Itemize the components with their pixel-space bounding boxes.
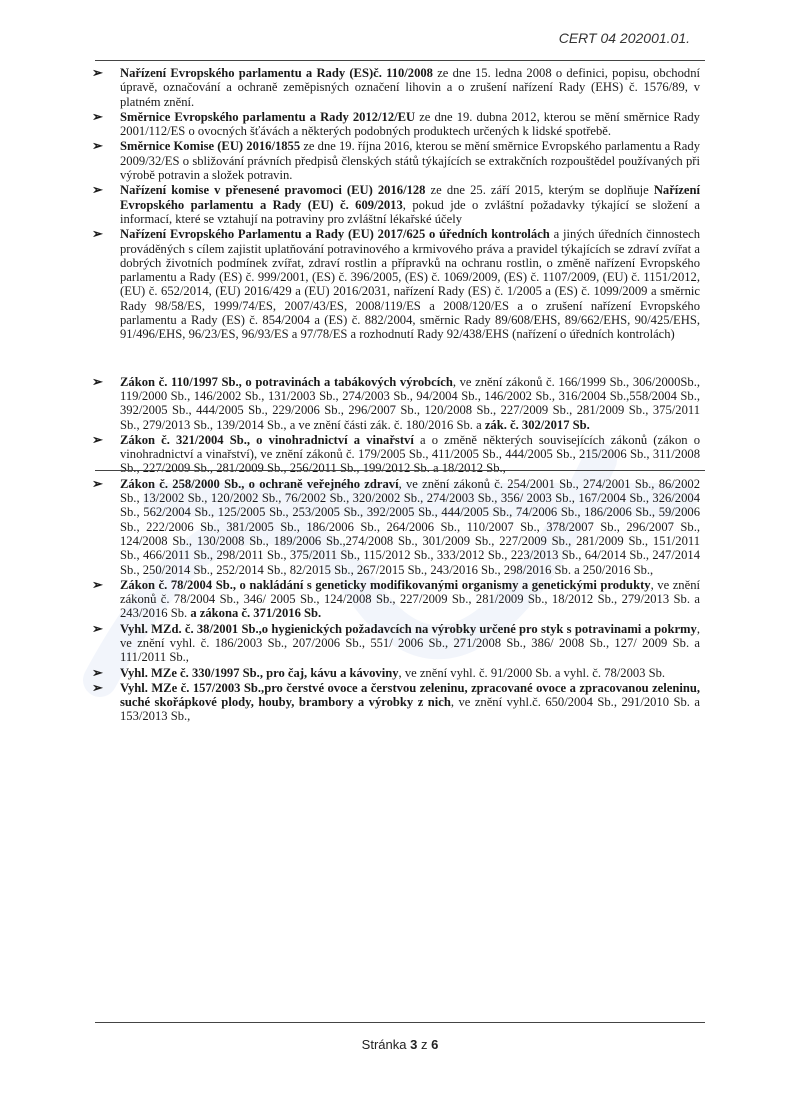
arrow-bullet-icon: ➢	[92, 108, 103, 124]
arrow-bullet-icon: ➢	[92, 182, 103, 198]
page-separator: z	[420, 1037, 428, 1052]
document-body	[90, 66, 700, 725]
top-rule	[95, 60, 705, 61]
arrow-bullet-icon: ➢	[92, 431, 103, 447]
arrow-bullet-icon: ➢	[92, 620, 103, 636]
legislation-item	[90, 622, 700, 665]
legislation-item	[90, 666, 700, 680]
item-title: Směrnice Evropského parlamentu a Rady 2012/12/EU	[120, 109, 416, 124]
arrow-bullet-icon: ➢	[92, 475, 103, 491]
item-text: , ve znění vyhl.č. 650/2004 Sb., 291/2010 Sb. a 153/2013 Sb.,	[120, 695, 700, 724]
page-total: 6	[431, 1037, 439, 1052]
section-gap	[90, 343, 700, 375]
item-title: Vyhl. MZd. č. 38/2001 Sb.,o hygienických požadavcích na výrobky určené pro styk s potravinami a pokrmy	[120, 621, 697, 636]
arrow-bullet-icon: ➢	[92, 679, 103, 695]
arrow-bullet-icon: ➢	[92, 664, 103, 680]
arrow-bullet-icon: ➢	[92, 576, 103, 592]
item-title: Nařízení Evropského parlamentu a Rady (EU) č. 609/2013	[120, 183, 700, 212]
item-title: a zákona č. 371/2016 Sb.	[190, 606, 322, 621]
arrow-bullet-icon: ➢	[92, 138, 103, 154]
item-text: , ve znění vyhl. č. 91/2000 Sb. a vyhl. č. 78/2003 Sb.	[398, 665, 666, 680]
section-divider	[95, 470, 705, 471]
item-title: Vyhl. MZe č. 157/2003 Sb.,pro čerstvé ovoce a čerstvou zeleninu, zpracované ovoce a zpracovanou zeleninu, suché skořápkové plody, houby, brambory a výrobky z nich	[120, 680, 700, 710]
legislation-item	[90, 227, 700, 341]
bottom-rule	[95, 1022, 705, 1023]
eu-regulations-list	[90, 66, 700, 342]
arrow-bullet-icon: ➢	[92, 65, 103, 80]
legislation-item	[90, 66, 700, 109]
legislation-item	[90, 375, 700, 432]
item-title: Zákon č. 258/2000 Sb., o ochraně veřejného zdraví	[120, 476, 399, 491]
legislation-item	[90, 110, 700, 139]
item-title: Zákon č. 321/2004 Sb., o vinohradnictví a vinařství	[120, 432, 414, 447]
item-title: Vyhl. MZe č. 330/1997 Sb., pro čaj, kávu a kávoviny	[120, 665, 399, 680]
item-text: , pokud jde o zvláštní požadavky týkající se složení a informací, které se vztahují na potraviny pro zvláštní lékařské účely	[120, 197, 700, 226]
arrow-bullet-icon: ➢	[92, 226, 103, 242]
legislation-item	[90, 477, 700, 577]
item-title: Zákon č. 110/1997 Sb., o potravinách a tabákových výrobcích	[120, 374, 453, 389]
item-text: ze dne 25. září 2015, kterým se doplňuje	[425, 183, 654, 198]
item-title: Zákon č. 78/2004 Sb., o nakládání s geneticky modifikovanými organismy a genetickými produkty	[120, 577, 651, 592]
page-label: Stránka	[361, 1037, 407, 1052]
item-title: Nařízení Evropského Parlamentu a Rady (EU) 2017/625 o úředních kontrolách	[120, 227, 550, 242]
item-text: , ve znění zákonů č. 254/2001 Sb., 274/2001 Sb., 86/2002 Sb., 13/2002 Sb., 120/2002 Sb., 76/2002 Sb., 320/2002 Sb., 274/2003 Sb., 356/ 2003 Sb., 167/2004 Sb., 326/2004 Sb., 562/2004 Sb., 125/2005 Sb., 253/2005 Sb., 392/2005 Sb., 444/2005 Sb., 74/2006 Sb., 186/2006 Sb., 59/2006 Sb., 222/2006 Sb., 381/2005 Sb., 186/2006 Sb., 264/2006 Sb., 110/2007 Sb., 378/2007 Sb., 296/2007 Sb., 124/2008 Sb., 130/2008 Sb., 189/2006 Sb.,274/2008 Sb., 301/2009 Sb., 227/2009 Sb., 281/2009 Sb., 151/2011 Sb., 466/2011 Sb., 298/2011 Sb., 375/2011 Sb., 115/2012 Sb., 333/2012 Sb., 223/2013 Sb., 64/2014 Sb., 247/2014 Sb., 250/2014 Sb., 252/2014 Sb., 82/2015 Sb., 267/2015 Sb., 243/2016 Sb., 298/2016 Sb. a 250/2016 Sb.,	[120, 476, 700, 577]
item-text: , ve znění zákonů č. 166/1999 Sb., 306/2000Sb., 119/2000 Sb., 146/2002 Sb., 131/2003 Sb., 274/2003 Sb., 94/2004 Sb., 146/2002 Sb., 316/2004 Sb.,558/2004 Sb., 392/2005 Sb., 444/2005 Sb., 229/2006 Sb., 296/2007 Sb., 120/2008 Sb., 227/2009 Sb., 281/2009 Sb., 375/2011 Sb., 279/2013 Sb., 139/2014 Sb., a ve znění části zák. č. 180/2016 Sb. a	[120, 374, 700, 432]
item-title: zák. č. 302/2017 Sb.	[484, 417, 590, 432]
legislation-item	[90, 139, 700, 182]
arrow-bullet-icon: ➢	[92, 373, 103, 389]
legislation-item	[90, 183, 700, 226]
item-text: a jiných úředních činnostech prováděných s cílem zajistit uplatňování potravinového a krmivového práva a pravidel týkajících se zdraví zvířat a dobrých životních podmínek zvířat, zdraví rostlin a přípravků na ochranu rostlin, o změně nařízení Evropského parlamentu a Rady (ES) č. 999/2001, (ES) č. 396/2005, (ES) č. 1069/2009, (ES) č. 1107/2009, (EU) č. 1151/2012, (EU) č. 652/2014, (EU) 2016/429 a (EU) 2016/2031, nařízení Rady (ES) č. 1/2005 a (ES) č. 1099/2009 a směrnic Rady 98/58/ES, 1999/74/ES, 2007/43/ES, 2008/119/ES a 2008/120/ES a o zrušení nařízení Evropského parlamentu a Rady (ES) č. 854/2004 a (ES) č. 882/2004, směrnic Rady 89/608/EHS, 89/662/EHS, 90/425/EHS, 91/496/EHS, 96/23/ES, 96/93/ES a 97/78/ES a rozhodnutí Rady 92/438/EHS (nařízení o úředních kontrolách)	[120, 227, 700, 342]
item-text: , ve znění zákonů č. 78/2004 Sb., 346/ 2005 Sb., 124/2008 Sb., 227/2009 Sb., 281/2009 Sb., 18/2012 Sb., 279/2013 Sb. a 243/2016 Sb.	[120, 577, 700, 621]
item-title: Nařízení Evropského parlamentu a Rady (ES)č. 110/2008	[120, 66, 433, 80]
item-text: ze dne 19. dubna 2012, kterou se mění směrnice Rady 2001/112/ES o ovocných šťávách a některých podobných produktech určených k lidské spotřebě.	[120, 109, 700, 139]
legislation-item	[90, 681, 700, 724]
page-footer	[0, 1037, 800, 1052]
national-laws-list	[90, 375, 700, 724]
document-code: CERT 04 202001.01.	[558, 30, 690, 46]
item-title: Směrnice Komise (EU) 2016/1855	[120, 139, 301, 154]
item-text: , ve znění vyhl. č. 186/2003 Sb., 207/2006 Sb., 551/ 2006 Sb., 271/2008 Sb., 386/ 2008 Sb., 127/ 2009 Sb. a 111/2011 Sb.,	[120, 621, 700, 665]
page-number: 3	[410, 1037, 418, 1052]
item-text: a o změně některých souvisejících zákonů (zákon o vinohradnictví a vinařství), ve znění zákonů č. 179/2005 Sb., 411/2005 Sb., 444/2005 Sb., 215/2006 Sb., 311/2008 Sb., 227/2009 Sb., 281/2009 Sb., 256/2011 Sb., 199/2012 Sb. a 18/2012 Sb.,	[120, 432, 700, 476]
item-text: ze dne 15. ledna 2008 o definici, popisu, obchodní úpravě, označování a ochraně zeměpisných označení lihovin a o zrušení nařízení Rady (EHS) č. 1576/89, v platném znění.	[120, 66, 700, 109]
item-title: Nařízení komise v přenesené pravomoci (EU) 2016/128	[120, 183, 426, 198]
item-text: ze dne 19. října 2016, kterou se mění směrnice Evropského parlamentu a Rady 2009/32/ES o sbližování právních předpisů členských států týkajících se extrakčních rozpouštědel používaných při výrobě potravin a složek potravin.	[120, 139, 700, 183]
legislation-item	[90, 578, 700, 621]
